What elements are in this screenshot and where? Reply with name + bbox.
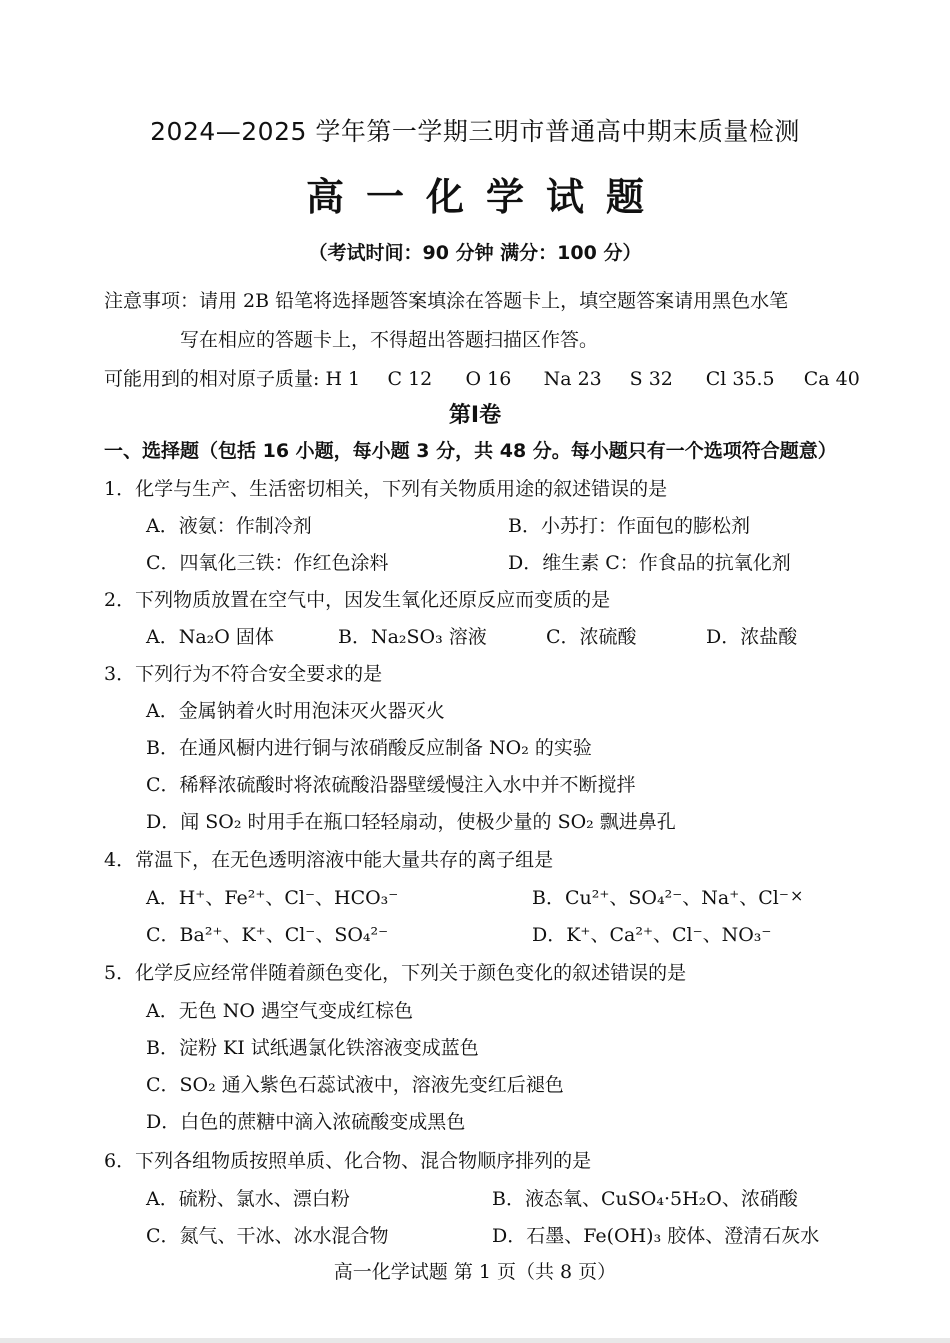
atomic-mass-item: S 32 — [629, 368, 673, 390]
atomic-mass-item: Ca 40 — [803, 368, 860, 390]
question-5-option-d: D．白色的蔗糖中滴入浓硫酸变成黑色 — [146, 1111, 466, 1133]
atomic-mass-item: C 12 — [387, 368, 433, 390]
question-5-option-c: C．SO₂ 通入紫色石蕊试液中，溶液先变红后褪色 — [146, 1074, 564, 1096]
atomic-mass-item: O 16 — [465, 368, 512, 390]
page-bottom-edge — [0, 1338, 950, 1343]
question-4-option-d: D．K⁺、Ca²⁺、Cl⁻、NO₃⁻ — [532, 924, 772, 946]
notice-line-2: 写在相应的答题卡上，不得超出答题扫描区作答。 — [180, 329, 599, 351]
exam-title: 高一化学试题 — [305, 174, 666, 219]
atomic-mass-item: Cl 35.5 — [705, 368, 775, 390]
question-2-stem: 2．下列物质放置在空气中，因发生氧化还原反应而变质的是 — [104, 589, 611, 611]
question-1-option-a: A．液氨：作制冷剂 — [146, 515, 312, 537]
question-1-option-c: C．四氧化三铁：作红色涂料 — [146, 552, 389, 574]
question-4-option-c: C．Ba²⁺、K⁺、Cl⁻、SO₄²⁻ — [146, 924, 389, 946]
notice-line-1: 注意事项：请用 2B 铅笔将选择题答案填涂在答题卡上，填空题答案请用黑色水笔 — [104, 290, 789, 312]
question-1-option-d: D．维生素 C：作食品的抗氧化剂 — [508, 552, 791, 574]
atomic-mass-item: Na 23 — [543, 368, 602, 390]
question-1-option-b: B．小苏打：作面包的膨松剂 — [508, 515, 750, 537]
question-6-option-c: C．氮气、干冰、冰水混合物 — [146, 1225, 389, 1247]
question-6-option-b: B．液态氧、CuSO₄·5H₂O、浓硝酸 — [492, 1188, 798, 1210]
question-6-stem: 6．下列各组物质按照单质、化合物、混合物顺序排列的是 — [104, 1150, 592, 1172]
question-6-option-a: A．硫粉、氯水、漂白粉 — [146, 1188, 350, 1210]
section-heading: 一、选择题（包括 16 小题，每小题 3 分，共 48 分。每小题只有一个选项符合题意） — [104, 440, 837, 462]
exam-subtitle: （考试时间：90 分钟 满分：100 分） — [308, 242, 642, 264]
question-4-stem: 4．常温下，在无色透明溶液中能大量共存的离子组是 — [104, 849, 554, 871]
question-5-option-b: B．淀粉 KI 试纸遇氯化铁溶液变成蓝色 — [146, 1037, 479, 1059]
question-5-stem: 5．化学反应经常伴随着颜色变化，下列关于颜色变化的叙述错误的是 — [104, 962, 687, 984]
question-1-stem: 1．化学与生产、生活密切相关，下列有关物质用途的叙述错误的是 — [104, 478, 668, 500]
question-3-option-d: D．闻 SO₂ 时用手在瓶口轻轻扇动，使极少量的 SO₂ 飘进鼻孔 — [146, 811, 676, 833]
question-3-option-a: A．金属钠着火时用泡沫灭火器灭火 — [146, 700, 445, 722]
question-2-option-c: C．浓硫酸 — [546, 626, 637, 648]
handwritten-cross-mark: × — [790, 886, 804, 905]
question-5-option-a: A．无色 NO 遇空气变成红棕色 — [146, 1000, 414, 1022]
question-2-option-a: A．Na₂O 固体 — [146, 626, 274, 648]
page-footer: 高一化学试题 第 1 页（共 8 页） — [333, 1261, 617, 1283]
question-4-option-a: A．H⁺、Fe²⁺、Cl⁻、HCO₃⁻ — [146, 887, 399, 909]
exam-header-line: 2024—2025 学年第一学期三明市普通高中期末质量检测 — [150, 117, 800, 146]
question-6-option-d: D．石墨、Fe(OH)₃ 胶体、澄清石灰水 — [492, 1225, 820, 1247]
volume-title: 第Ⅰ卷 — [448, 403, 502, 428]
question-4-option-b: B．Cu²⁺、SO₄²⁻、Na⁺、Cl⁻ — [532, 887, 789, 909]
atomic-mass-item: H 1 — [325, 368, 361, 390]
question-2-option-d: D．浓盐酸 — [706, 626, 798, 648]
question-3-option-b: B．在通风橱内进行铜与浓硝酸反应制备 NO₂ 的实验 — [146, 737, 592, 759]
question-2-option-b: B．Na₂SO₃ 溶液 — [338, 626, 487, 648]
atomic-masses — [104, 364, 860, 391]
atomic-masses-label: 可能用到的相对原子质量: — [104, 368, 320, 390]
question-3-stem: 3．下列行为不符合安全要求的是 — [104, 663, 383, 685]
question-3-option-c: C．稀释浓硫酸时将浓硫酸沿器壁缓慢注入水中并不断搅拌 — [146, 774, 636, 796]
